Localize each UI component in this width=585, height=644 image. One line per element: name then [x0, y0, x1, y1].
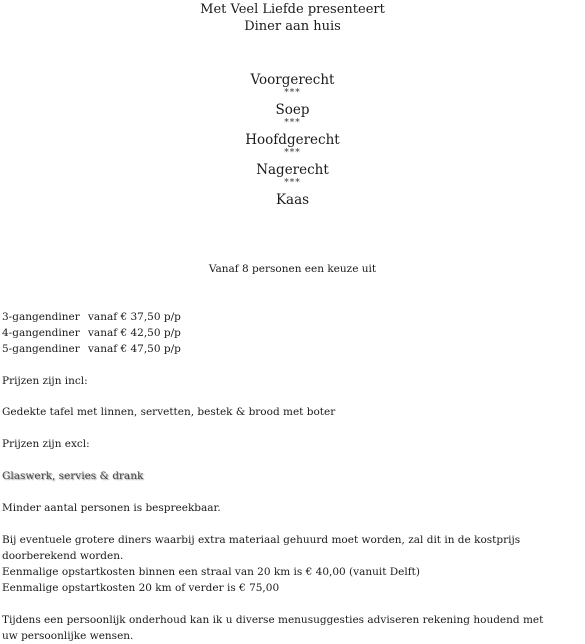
closing-block [0, 612, 560, 644]
intro-text: Vanaf 8 personen een keuze uit [208, 263, 377, 275]
included-text: Gedekte tafel met linnen, servetten, bestek & brood met boter [2, 406, 336, 418]
course-soep: Soep [275, 102, 310, 118]
price-list [2, 309, 181, 357]
price-value: vanaf € 42,50 p/p [88, 327, 181, 339]
price-value: vanaf € 37,50 p/p [88, 311, 181, 323]
price-name: 3-gangendiner [2, 311, 80, 323]
price-row [2, 309, 181, 325]
header [0, 1, 585, 35]
header-line-1: Met Veel Liefde presenteert [200, 2, 385, 17]
costs-block [0, 532, 583, 596]
header-line-2: Diner aan huis [244, 19, 341, 34]
excluded-heading: Prijzen zijn excl: [2, 438, 90, 450]
price-name: 4-gangendiner [2, 327, 80, 339]
intro-block [0, 262, 585, 276]
course-separator: *** [284, 88, 301, 98]
course-hoofdgerecht: Hoofdgerecht [245, 132, 340, 148]
price-row [2, 325, 181, 341]
extra-material-text: Bij eventuele grotere diners waarbij extra materiaal gehuurd moet worden, zal dit in de kostprijs doorberekend worden. [2, 534, 521, 562]
price-value: vanaf € 47,50 p/p [88, 343, 181, 355]
startup-near-text: Eenmalige opstartkosten binnen een straal van 20 km is € 40,00 (vanuit Delft) [2, 566, 420, 578]
course-separator: *** [284, 178, 301, 188]
price-name: 5-gangendiner [2, 343, 80, 355]
fewer-persons-text: Minder aantal personen is bespreekbaar. [2, 502, 221, 514]
course-kaas: Kaas [275, 192, 310, 208]
closing-text: Tijdens een persoonlijk onderhoud kan ik u diverse menusuggesties adviseren rekening houdend met uw persoonlijke wensen. [2, 614, 544, 642]
course-list [0, 72, 585, 209]
course-voorgerecht: Voorgerecht [250, 72, 335, 88]
course-separator: *** [284, 148, 301, 158]
excluded-text: Glaswerk, servies & drank [2, 470, 144, 482]
course-nagerecht: Nagerecht [256, 162, 329, 178]
included-heading: Prijzen zijn incl: [2, 375, 88, 387]
price-row [2, 341, 181, 357]
startup-far-text: Eenmalige opstartkosten 20 km of verder is € 75,00 [2, 582, 280, 594]
course-separator: *** [284, 118, 301, 128]
